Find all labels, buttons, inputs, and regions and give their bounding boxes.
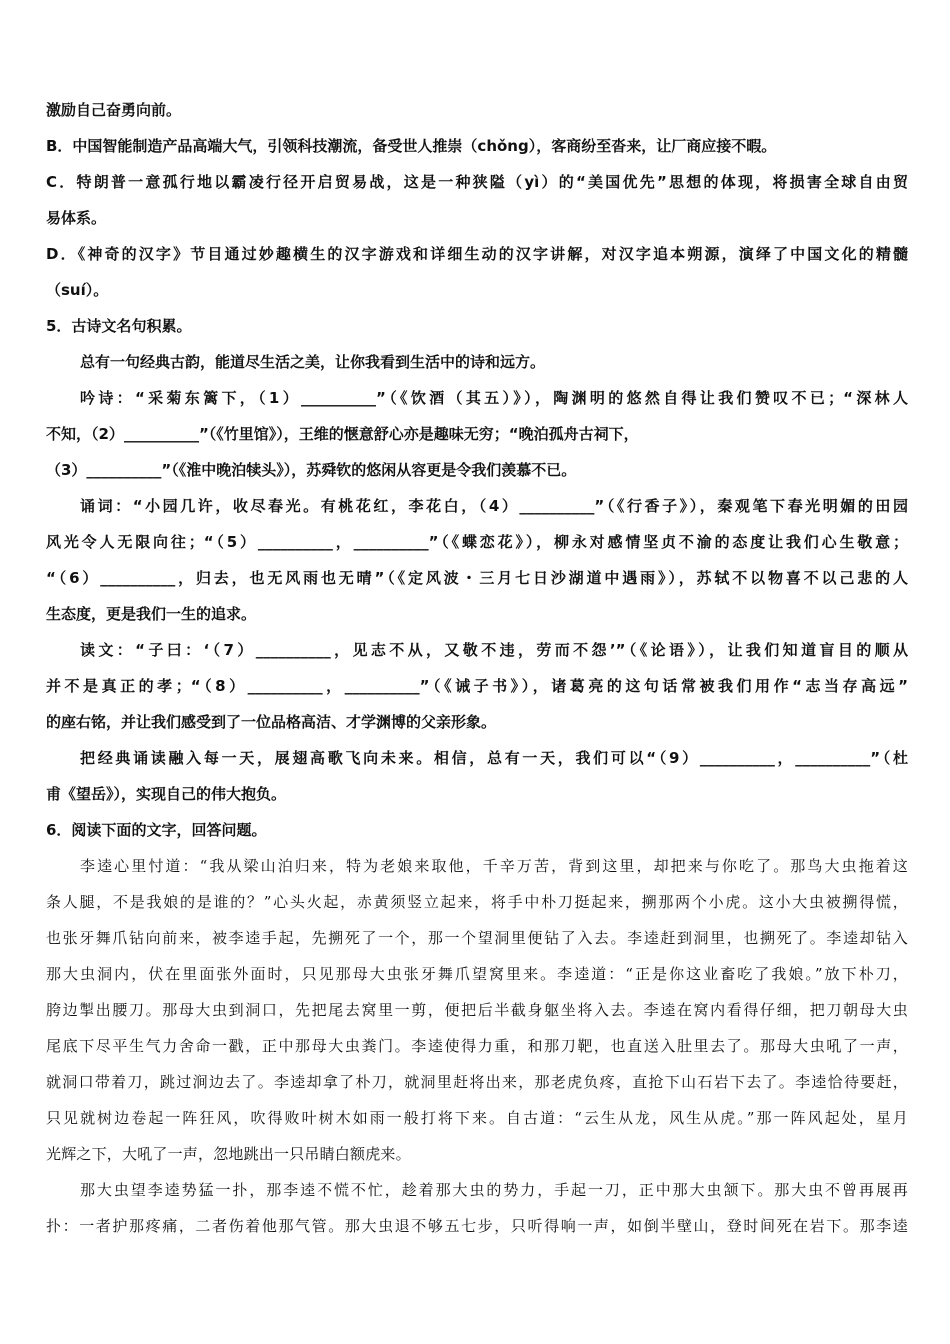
passage-line-2: 条人腿，不是我娘的是谁的？”心头火起，赤黄须竖立起来，将手中朴刀挺起来，搠那两个小虎。这小大虫被搠得慌，	[46, 893, 908, 911]
q5-wen-line-2: 并不是真正的孝；“（8）__________，__________”（《诫子书》），诸葛亮的这句话常被我们用作“志当存高远”	[46, 677, 908, 695]
passage-line-5: 胯边掣出腰刀。那母大虫到洞口，先把尾去窝里一剪，便把后半截身躯坐将入去。李逵在窝内看得仔细，把刀朝母大虫	[46, 1001, 908, 1019]
q5-closing-line-1: 把经典诵读融入每一天，展翅高歌飞向未来。相信，总有一天，我们可以“（9）__________，__________”（杜	[80, 749, 908, 767]
q5-ci-line-2: 风光令人无限向往；“（5）__________，__________”（《蝶恋花》），柳永对感情坚贞不渝的态度让我们心生敬意；	[46, 533, 908, 551]
passage-line-10: 那大虫望李逵势猛一扑，那李逵不慌不忙，趁着那大虫的势力，手起一刀，正中那大虫颔下。那大虫不曾再展再	[80, 1181, 908, 1199]
q5-intro: 总有一句经典古韵，能道尽生活之美，让你我看到生活中的诗和远方。	[80, 353, 546, 371]
q5-poem-line-3: （3）__________”（《淮中晚泊犊头》），苏舜钦的悠闲从容更是令我们羡慕不已。	[46, 461, 577, 479]
q5-ci-line-3: “（6）__________，归去，也无风雨也无晴”（《定风波・三月七日沙湖道中遇雨》），苏轼不以物喜不以己悲的人	[46, 569, 908, 587]
option-a-continuation: 激励自己奋勇向前。	[46, 101, 182, 119]
option-b: B．中国智能制造产品高端大气，引领科技潮流，备受世人推崇（chǒng），客商纷至沓来，让厂商应接不暇。	[46, 137, 777, 155]
passage-line-4: 那大虫洞内，伏在里面张外面时，只见那母大虫张牙舞爪望窝里来。李逵道：“正是你这业畜吃了我娘。”放下朴刀，	[46, 965, 908, 983]
passage-line-8: 只见就树边卷起一阵狂风，吹得败叶树木如雨一般打将下来。自古道：“云生从龙，风生从虎。”那一阵风起处，星月	[46, 1109, 908, 1127]
passage-line-6: 尾底下尽平生气力舍命一戳，正中那母大虫粪门。李逵使得力重，和那刀靶，也直送入肚里去了。那母大虫吼了一声，	[46, 1037, 908, 1055]
q5-poem-line-2: 不知，（2）__________”（《竹里馆》），王维的惬意舒心亦是趣味无穷；“晚泊孤舟古祠下，	[46, 425, 639, 443]
q5-wen-line-1: 读文：“子曰：‘（7）__________，见志不从，又敬不违，劳而不怨’”（《论语》），让我们知道盲目的顺从	[80, 641, 908, 659]
question-6-title: 6．阅读下面的文字，回答问题。	[46, 821, 267, 839]
question-5-title: 5．古诗文名句积累。	[46, 317, 192, 335]
q5-ci-line-4: 生态度，更是我们一生的追求。	[46, 605, 257, 623]
option-c-line-2: 易体系。	[46, 209, 107, 227]
option-c-line-1: C．特朗普一意孤行地以霸凌行径开启贸易战，这是一种狭隘（yì）的“美国优先”思想的体现，将损害全球自由贸	[46, 173, 908, 191]
q5-wen-line-3: 的座右铭，并让我们感受到了一位品格高洁、才学渊博的父亲形象。	[46, 713, 497, 731]
passage-line-9: 光辉之下，大吼了一声，忽地跳出一只吊睛白额虎来。	[46, 1145, 411, 1163]
q5-poem-line-1: 吟诗：“采菊东篱下，（1）__________”（《饮酒（其五）》），陶渊明的悠然自得让我们赞叹不已；“深林人	[80, 389, 908, 407]
passage-line-3: 也张牙舞爪钻向前来，被李逵手起，先搠死了一个，那一个望洞里便钻了入去。李逵赶到洞里，也搠死了。李逵却钻入	[46, 929, 908, 947]
option-d-line-2: （suí）。	[46, 281, 109, 299]
q5-closing-line-2: 甫《望岳》），实现自己的伟大抱负。	[46, 785, 287, 803]
q5-ci-line-1: 诵词：“小园几许，收尽春光。有桃花红，李花白，（4）__________”（《行香子》），秦观笔下春光明媚的田园	[80, 497, 908, 515]
passage-line-11: 扑：一者护那疼痛，二者伤着他那气管。那大虫退不够五七步，只听得响一声，如倒半壁山，登时间死在岩下。那李逵	[46, 1217, 908, 1235]
passage-line-7: 就洞口带着刀，跳过涧边去了。李逵却拿了朴刀，就洞里赶将出来，那老虎负疼，直抢下山石岩下去了。李逵恰待要赶，	[46, 1073, 908, 1091]
passage-line-1: 李逵心里忖道：“我从梁山泊归来，特为老娘来取他，千辛万苦，背到这里，却把来与你吃了。那鸟大虫拖着这	[80, 857, 908, 875]
option-d-line-1: D．《神奇的汉字》节目通过妙趣横生的汉字游戏和详细生动的汉字讲解，对汉字追本朔源，演绎了中国文化的精髓	[46, 245, 908, 263]
